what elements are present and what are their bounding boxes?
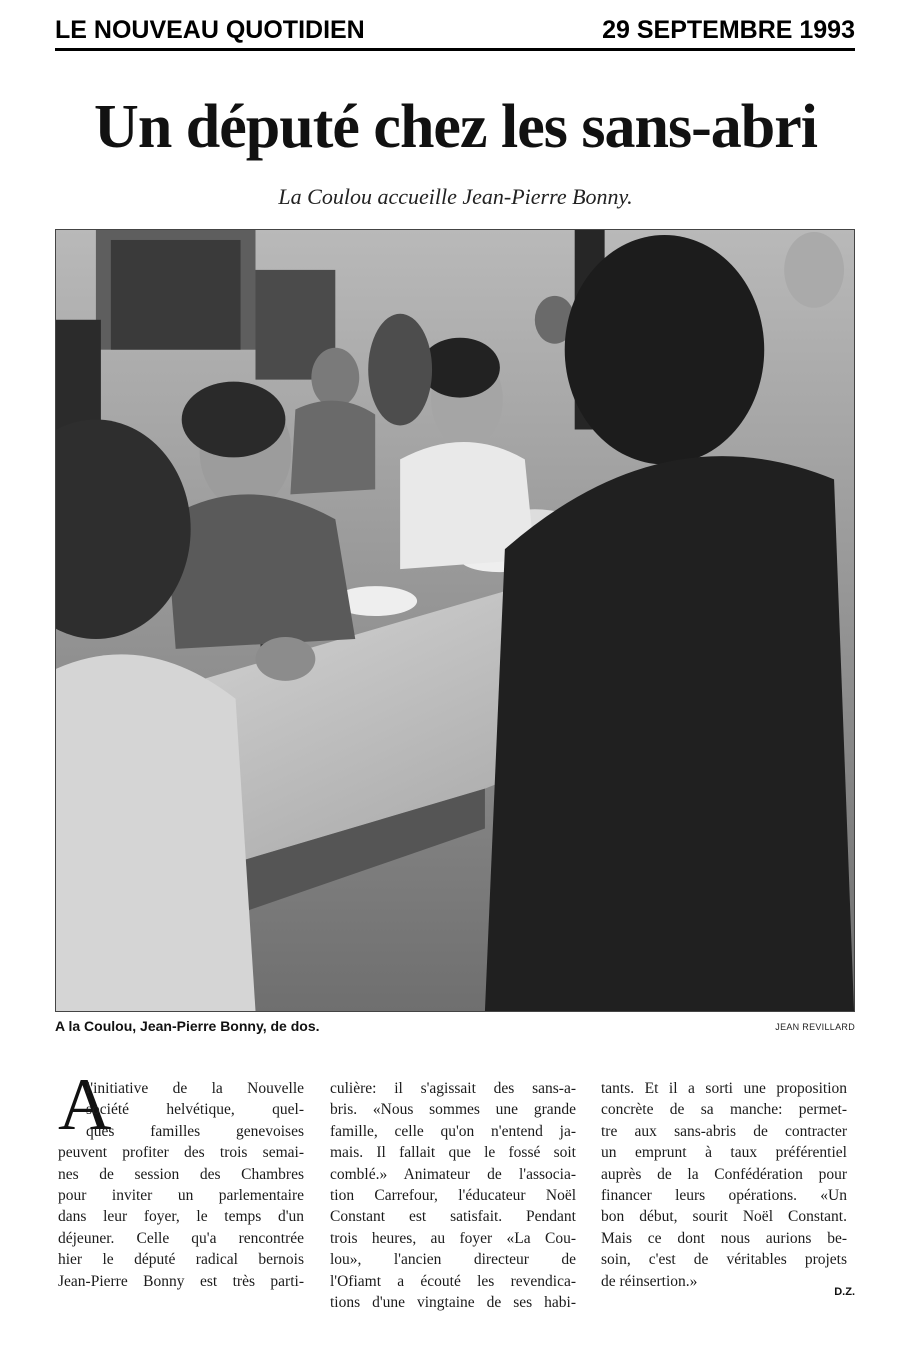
text-line: mais. Il fallait que le fossé soit — [330, 1144, 576, 1162]
text-line: pour inviter un parlementaire — [58, 1187, 304, 1205]
photo-credit: JEAN REVILLARD — [775, 1022, 855, 1032]
text-line: trois heures, au foyer «La Cou- — [330, 1229, 576, 1247]
text-line: auprès de la Confédération pour — [601, 1165, 847, 1183]
article-column-2 — [330, 1078, 576, 1313]
article-column-3 — [601, 1078, 847, 1292]
text-line: comblé.» Animateur de l'associa- — [330, 1165, 576, 1183]
text-line: bon début, sourit Noël Constant. — [601, 1208, 847, 1226]
text-line: l'initiative de la Nouvelle — [86, 1080, 304, 1097]
drop-cap: A — [58, 1064, 112, 1146]
text-line: Constant est satisfait. Pendant — [330, 1208, 576, 1226]
text-line: hier le député radical bernois — [58, 1251, 304, 1269]
article-photo — [55, 229, 855, 1012]
text-line: tre aux sans-abris de contracter — [601, 1122, 847, 1140]
masthead — [55, 14, 855, 51]
text-line: tants. Et il a sorti une proposition — [601, 1080, 847, 1097]
text-line: concrète de sa manche: permet- — [601, 1101, 847, 1119]
text-line: l'Ofiamt a écouté les revendica- — [330, 1272, 576, 1290]
text-line: Mais ce dont nous aurions be- — [601, 1229, 847, 1247]
text-line: de réinsertion.» — [601, 1272, 698, 1290]
photo-caption: A la Coulou, Jean-Pierre Bonny, de dos. — [55, 1018, 320, 1034]
text-line: tions d'une vingtaine de ses habi- — [330, 1294, 576, 1312]
text-line: famille, celle qu'on n'entend ja- — [330, 1122, 576, 1140]
text-line: culière: il s'agissait des sans-a- — [330, 1080, 576, 1097]
author-signature: D.Z. — [834, 1286, 855, 1298]
article-headline: Un député chez les sans-abri — [94, 93, 817, 161]
text-line: société helvétique, quel- — [86, 1101, 304, 1119]
text-line: tion Carrefour, l'éducateur Noël — [330, 1187, 576, 1205]
text-line: nes de session des Chambres — [58, 1165, 304, 1183]
text-line: lou», l'ancien directeur de — [330, 1251, 576, 1269]
photo-illustration — [56, 230, 854, 1011]
text-line: soin, c'est de véritables projets — [601, 1251, 847, 1269]
text-line: financer leurs opérations. «Un — [601, 1187, 847, 1205]
text-line: dans leur foyer, le temps d'un — [58, 1208, 304, 1226]
article-subhead: La Coulou accueille Jean-Pierre Bonny. — [278, 184, 633, 209]
text-line: Jean-Pierre Bonny est très parti- — [58, 1272, 304, 1290]
text-line: bris. «Nous sommes une grande — [330, 1101, 576, 1119]
text-line: un emprunt à taux préférentiel — [601, 1144, 847, 1162]
text-line: ques familles genevoises — [86, 1122, 304, 1140]
article-column-1 — [58, 1078, 304, 1292]
publication-date: 29 SEPTEMBRE 1993 — [602, 16, 855, 44]
text-line: déjeuner. Celle qu'a rencontrée — [58, 1229, 304, 1247]
text-line: peuvent profiter des trois semai- — [58, 1144, 304, 1162]
newspaper-name: LE NOUVEAU QUOTIDIEN — [55, 16, 365, 44]
